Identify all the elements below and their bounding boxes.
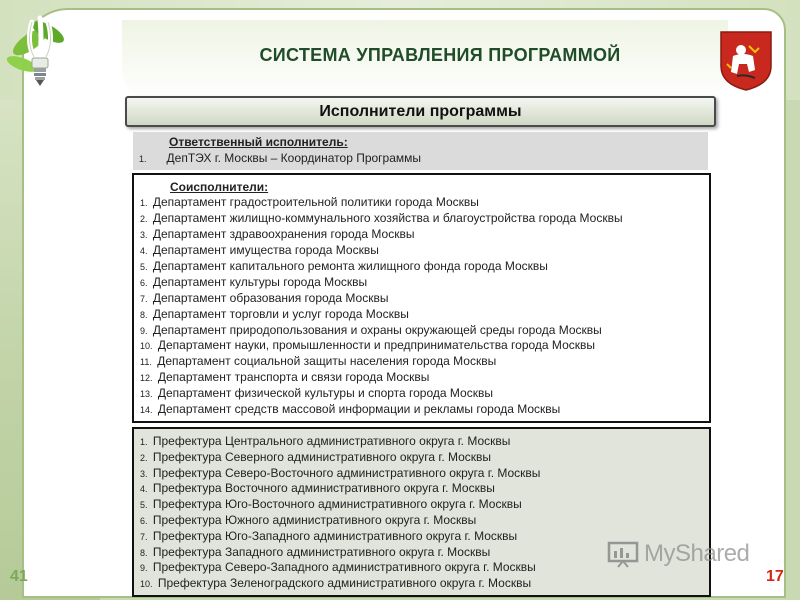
- item-text: Департамент культуры города Москвы: [152, 274, 368, 289]
- item-number: 7.: [140, 531, 148, 542]
- item-number: 1.: [140, 437, 148, 447]
- item-number: 9.: [140, 563, 148, 574]
- item-text: Департамент капитального ремонта жилищного фонда города Москвы: [152, 258, 548, 273]
- item-number: 1.: [140, 198, 148, 208]
- list-item: [140, 529, 540, 545]
- item-text: Департамент образования города Москвы: [152, 290, 389, 305]
- item-text: Департамент транспорта и связи города Москвы: [157, 370, 430, 385]
- item-text: Префектура Северного административного округа г. Москвы: [152, 449, 492, 464]
- item-text: Департамент физической культуры и спорта города Москвы: [157, 386, 493, 401]
- item-number: 5.: [140, 261, 148, 272]
- list-item: [140, 402, 623, 418]
- responsible-executor-box: [133, 132, 708, 170]
- item-text: Департамент средств массовой информации и рекламы города Москвы: [157, 402, 561, 417]
- list-item: [140, 243, 623, 259]
- item-number: 4.: [140, 484, 148, 495]
- item-text: Департамент здравоохранения города Москвы: [152, 226, 415, 241]
- energy-bulb-icon: [4, 2, 74, 102]
- item-text: Префектура Центрального административного округа г. Москвы: [152, 434, 511, 448]
- list-item: [140, 434, 540, 450]
- prefectures-list: [140, 434, 540, 592]
- list-item: [140, 354, 623, 370]
- list-item: [140, 195, 623, 211]
- item-number: 3.: [140, 229, 148, 240]
- co-executors-list: [140, 195, 623, 418]
- list-item: [140, 560, 540, 576]
- item-text: Департамент социальной защиты населения города Москвы: [157, 354, 497, 369]
- item-number: 12.: [140, 373, 153, 384]
- item-text: Префектура Юго-Восточного административного округа г. Москвы: [152, 497, 522, 512]
- item-text: Префектура Северо-Восточного административного округа г. Москвы: [152, 465, 541, 480]
- item-text: ДепТЭХ г. Москвы – Координатор Программы: [166, 151, 422, 165]
- item-number: 11.: [140, 357, 152, 368]
- item-number: 13.: [140, 389, 153, 400]
- list-item: [140, 323, 623, 339]
- presentation-icon: [606, 540, 640, 568]
- list-item: [140, 450, 540, 466]
- item-number: 2.: [140, 213, 148, 224]
- item-text: Департамент торговли и услуг города Москвы: [152, 306, 409, 321]
- section-title: Исполнители программы: [125, 96, 716, 127]
- item-number: 1.: [139, 154, 147, 164]
- item-text: Департамент жилищно-коммунального хозяйства и благоустройства города Москвы: [152, 210, 623, 225]
- item-text: Префектура Западного административного округа г. Москвы: [152, 544, 491, 559]
- item-number: 6.: [140, 277, 148, 288]
- list-item: [140, 576, 540, 592]
- item-number: 9.: [140, 325, 148, 336]
- moscow-emblem-icon: [719, 30, 773, 92]
- watermark: [606, 539, 749, 569]
- item-number: 10.: [140, 579, 153, 590]
- list-item: [140, 291, 623, 307]
- item-number: 10.: [140, 341, 153, 352]
- prefectures-box: [132, 427, 711, 597]
- list-item: [140, 307, 623, 323]
- list-item: [140, 386, 623, 402]
- item-text: Префектура Южного административного округа г. Москвы: [152, 512, 477, 527]
- item-number: 3.: [140, 468, 148, 479]
- responsible-label: Ответственный исполнитель:: [169, 135, 348, 149]
- item-text: Департамент имущества города Москвы: [152, 242, 379, 257]
- item-number: 8.: [140, 547, 148, 558]
- item-number: 2.: [140, 452, 148, 463]
- list-item: [140, 497, 540, 513]
- list-item: [140, 259, 623, 275]
- watermark-text: MyShared: [644, 540, 750, 567]
- list-item: [140, 338, 623, 354]
- item-text: Префектура Северо-Западного административного округа г. Москвы: [152, 560, 536, 575]
- item-text: Префектура Юго-Западного административного округа г. Москвы: [152, 528, 518, 543]
- item-number: 14.: [140, 405, 153, 416]
- page-number-left: 41: [10, 568, 28, 585]
- co-executors-label: Соисполнители:: [170, 180, 269, 194]
- list-item: [140, 466, 540, 482]
- item-number: 7.: [140, 293, 148, 304]
- page-number-right: 17: [766, 568, 784, 585]
- item-number: 8.: [140, 309, 148, 320]
- item-text: Префектура Восточного административного округа г. Москвы: [152, 481, 495, 496]
- list-item: [140, 481, 540, 497]
- item-number: 6.: [140, 515, 148, 526]
- list-item: [140, 545, 540, 561]
- list-item: [140, 370, 623, 386]
- list-item: [140, 513, 540, 529]
- co-executors-box: [132, 173, 711, 423]
- list-item: [140, 211, 623, 227]
- list-item: [140, 275, 623, 291]
- item-text: Департамент природопользования и охраны окружающей среды города Москвы: [152, 322, 602, 337]
- item-text: Департамент градостроительной политики города Москвы: [152, 195, 479, 209]
- item-number: 4.: [140, 245, 148, 256]
- item-number: 5.: [140, 500, 148, 511]
- item-text: Префектура Зеленоградского административного округа г. Москвы: [157, 576, 532, 591]
- page-title: СИСТЕМА УПРАВЛЕНИЯ ПРОГРАММОЙ: [259, 45, 621, 65]
- list-item: [139, 151, 421, 165]
- item-text: Департамент науки, промышленности и предпринимательства города Москвы: [157, 338, 595, 353]
- list-item: [140, 227, 623, 243]
